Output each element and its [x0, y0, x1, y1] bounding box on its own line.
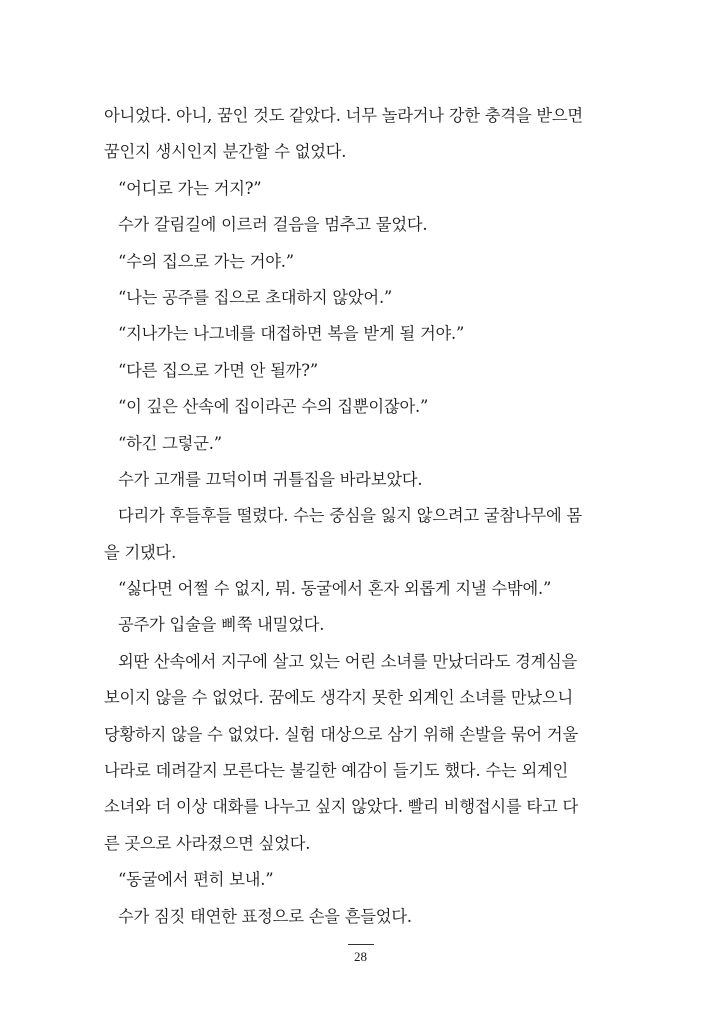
page-footer [0, 944, 721, 965]
text-line: 보이지 않을 수 없었다. 꿈에도 생각지 못한 외계인 소녀를 만났으니 [104, 688, 574, 708]
text-line: 수가 짐짓 태연한 표정으로 손을 흔들었다. [118, 906, 412, 926]
dialogue-line: “지나가는 나그네를 대접하면 복을 받게 될 거야.” [118, 324, 465, 344]
text-line: 을 기댔다. [104, 542, 177, 562]
text-line: 른 곳으로 사라졌으면 싶었다. [104, 833, 311, 853]
page-number: 28 [354, 949, 367, 964]
text-line: 외딴 산속에서 지구에 살고 있는 어린 소녀를 만났더라도 경계심을 [118, 651, 578, 671]
dialogue-line: “나는 공주를 집으로 초대하지 않았어.” [118, 287, 393, 307]
dialogue-line: “다른 집으로 가면 안 될까?” [118, 360, 318, 380]
body-text [104, 98, 624, 935]
footer-rule [348, 944, 374, 945]
dialogue-line: “어디로 가는 거지?” [118, 178, 262, 198]
text-line: 아니었다. 아니, 꿈인 것도 같았다. 너무 놀라거나 강한 충격을 받으면 [104, 106, 583, 125]
text-line: 꿈인지 생시인지 분간할 수 없었다. [104, 142, 347, 162]
text-line: 소녀와 더 이상 대화를 나누고 싶지 않았다. 빨리 비행접시를 타고 다 [104, 797, 578, 817]
text-line: 나라로 데려갈지 모른다는 불길한 예감이 들기도 했다. 수는 외계인 [104, 761, 569, 781]
dialogue-line: “수의 집으로 가는 거야.” [118, 251, 294, 271]
dialogue-line: “싫다면 어쩔 수 없지, 뭐. 동굴에서 혼자 외롭게 지낼 수밖에.” [118, 579, 552, 599]
dialogue-line: “하긴 그렇군.” [118, 433, 222, 453]
text-line: 공주가 입술을 삐쭉 내밀었다. [118, 615, 325, 635]
text-line: 수가 갈림길에 이르러 걸음을 멈추고 물었다. [118, 215, 428, 235]
text-line: 당황하지 않을 수 없었다. 실험 대상으로 삼기 위해 손발을 묶어 거울 [104, 724, 578, 744]
text-line: 다리가 후들후들 떨렸다. 수는 중심을 잃지 않으려고 굴참나무에 몸 [118, 506, 583, 526]
text-line: 수가 고개를 끄덕이며 귀틀집을 바라보았다. [118, 469, 423, 489]
dialogue-line: “이 깊은 산속에 집이라곤 수의 집뿐이잖아.” [118, 397, 429, 417]
dialogue-line: “동굴에서 편히 보내.” [118, 870, 274, 890]
